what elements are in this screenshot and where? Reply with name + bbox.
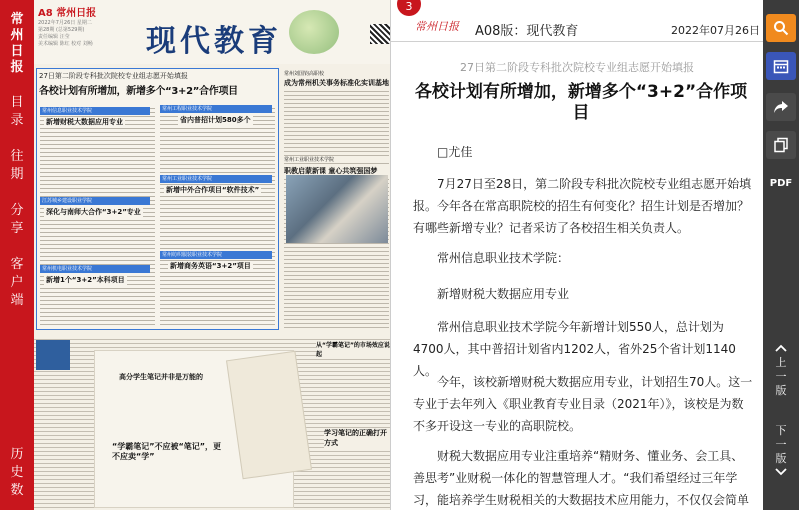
edition-logo: A8 常州日报 — [38, 8, 97, 19]
side-article-label: 常州工业职业技术学院 — [284, 156, 389, 163]
next-page-label: 一 — [775, 438, 787, 451]
masthead — [34, 0, 391, 64]
article-column — [160, 105, 275, 327]
lower-headline: “学霸笔记”不应被“笔记”，更不应卖“学” — [112, 442, 222, 461]
sidebar-item-label: 享 — [10, 221, 24, 236]
sidebar-item-label: 历 — [10, 447, 24, 462]
sub-headline: 新增商务英语“3+2”项目 — [170, 262, 251, 270]
issue-date: 2022年07月26日 — [671, 24, 760, 37]
column-banner — [36, 340, 70, 370]
brand-char: 常 — [10, 12, 24, 27]
calendar-icon — [773, 58, 789, 74]
side-article-headline: 职教启蒙新课 童心共筑强国梦 — [284, 166, 389, 176]
prev-page-button[interactable] — [766, 342, 796, 398]
article-kicker: 27日第二阶段专科批次院校专业组志愿开始填报 — [39, 72, 188, 80]
article-author: □尤佳 — [437, 145, 473, 159]
article-paragraph: 财税大数据应用专业注重培养“精财务、懂业务、会工具、善思考”业财税一体化的智慧管理人才。“我们希望经过三年学习，能培养学生财税相关的大数据技术应用能力，不仅仅会简单 — [413, 449, 750, 507]
prev-page-label: 版 — [775, 384, 787, 397]
school-label: 常州信息职业技术学院 — [40, 107, 150, 115]
share-button[interactable] — [766, 93, 796, 121]
sidebar-item-label: 录 — [10, 113, 24, 128]
sidebar-item-label: 户 — [10, 275, 24, 290]
next-page-button[interactable] — [766, 424, 796, 480]
article-reader — [391, 0, 763, 510]
masthead-title: 现代教育 — [146, 24, 282, 59]
lower-headline: 高分学生笔记并非是万能的 — [119, 373, 203, 381]
brand-logo[interactable] — [0, 0, 34, 82]
sidebar-item-label: 史 — [10, 465, 24, 480]
article-column — [40, 105, 155, 327]
article-paragraph: 今年，该校新增财税大数据应用专业，计划招生70人。这一专业于去年列入《职业教育专业目录（2021年）》，该校是为数不多开设这一专业的高职院校。 — [413, 375, 753, 433]
sidebar-item-label: 期 — [10, 167, 24, 182]
next-page-label: 版 — [775, 452, 787, 465]
school-label: 江苏城乡建设职业学院 — [40, 197, 150, 205]
copy-icon — [773, 137, 789, 153]
pdf-button[interactable]: PDF — [769, 178, 793, 189]
brand-char: 日 — [10, 44, 24, 59]
article-headline: 各校计划有所增加，新增多个“3+2”合作项目 — [39, 86, 238, 97]
right-toolbar — [763, 0, 799, 510]
search-button[interactable] — [766, 14, 796, 42]
school-label: 常州纺织服装职业技术学院 — [160, 251, 272, 259]
selected-article-region[interactable] — [36, 68, 279, 330]
school-label: 常州工程职业技术学院 — [160, 105, 272, 113]
sidebar-item-client[interactable] — [0, 256, 34, 310]
side-article-headline: 成为常州机关事务标准化实训基地 — [284, 79, 389, 87]
sub-headline: 新增1个“3+2”本科项目 — [46, 276, 125, 284]
sidebar-item-label: 端 — [10, 293, 24, 308]
prev-page-label: 一 — [775, 370, 787, 383]
sidebar-item-label: 客 — [10, 257, 24, 272]
calendar-button[interactable] — [766, 52, 796, 80]
school-label: 常州工业职业技术学院 — [160, 175, 272, 183]
reader-header — [391, 0, 763, 42]
masthead-decoration — [289, 10, 339, 54]
sidebar-item-label: 往 — [10, 149, 24, 164]
article-paragraph: 7月27日至28日，第二阶段专科批次院校专业组志愿开始填报。今年各在常高职院校的招生有何变化？招生计划是否增加？有哪些新增专业？记者采访了各校招生相关负责人。 — [413, 177, 752, 235]
article-paragraph: 常州信息职业技术学院今年新增计划550人，总计划为4700人，其中普招计划省内1202人，省外25个省计划1140人。 — [413, 320, 736, 378]
next-page-label: 下 — [775, 424, 787, 437]
sidebar-item-label: 目 — [10, 95, 24, 110]
news-photo — [286, 175, 388, 243]
lower-right-headline: 从“学霸笔记”的市场效应说起 — [316, 342, 390, 358]
brand-char: 报 — [10, 60, 24, 75]
sub-headline: 新增中外合作项目“软件技术” — [166, 186, 260, 194]
newspaper-page[interactable] — [34, 0, 391, 510]
sidebar-item-toc[interactable] — [0, 94, 34, 130]
article-title: 各校计划有所增加，新增多个“3+2”合作项目 — [414, 82, 748, 123]
page-section: A08版：现代教育 — [475, 24, 579, 39]
copy-button[interactable] — [766, 131, 796, 159]
sidebar-item-share[interactable] — [0, 202, 34, 238]
side-nav — [0, 94, 34, 498]
sub-headline: 新增财税大数据应用专业 — [46, 118, 123, 126]
chevron-up-icon — [775, 344, 787, 352]
search-icon — [773, 20, 789, 36]
sidebar-item-history[interactable] — [0, 446, 34, 500]
side-article-label: 常州刘国钧高职校 — [284, 70, 389, 77]
sidebar-item-archive[interactable] — [0, 148, 34, 184]
sub-headline: 深化与南师大合作“3+2”专业 — [46, 208, 141, 216]
left-sidebar — [0, 0, 34, 510]
school-label: 常州机电职业技术学院 — [40, 265, 150, 273]
lower-right-headline: 学习笔记的正确打开方式 — [324, 428, 390, 448]
reader-logo: 常州日报 — [415, 20, 459, 33]
newspaper-logo-icon: 3 — [397, 0, 421, 16]
sidebar-item-label: 数 — [10, 483, 24, 498]
edition-info: 2022年7月26日 星期二 第28期 (总第529期) 责任编辑 汪莹 美术编辑 陈红 校对 刘畅 — [38, 20, 93, 47]
sidebar-item-label: 分 — [10, 203, 24, 218]
article-kicker: 27日第二阶段专科批次院校专业组志愿开始填报 — [460, 61, 694, 74]
brand-char: 州 — [10, 28, 24, 43]
chevron-down-icon — [775, 468, 787, 476]
article-paragraph: 新增财税大数据应用专业 — [437, 287, 570, 301]
share-arrow-icon — [773, 99, 789, 115]
sub-headline: 省内普招计划580多个 — [180, 116, 251, 124]
prev-page-label: 上 — [775, 356, 787, 369]
article-paragraph: 常州信息职业技术学院： — [437, 251, 570, 265]
qr-code-icon — [370, 24, 390, 44]
